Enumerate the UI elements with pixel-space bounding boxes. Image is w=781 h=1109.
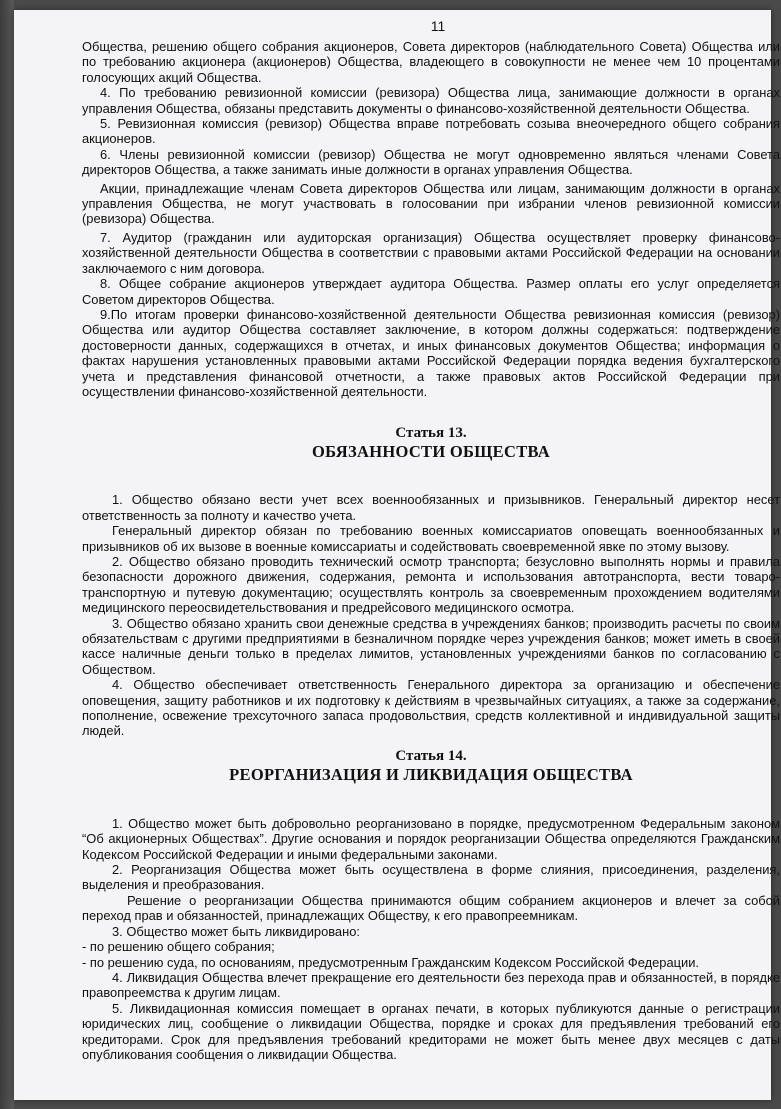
article-13-title: ОБЯЗАННОСТИ ОБЩЕСТВА [312,442,550,462]
list-item: - по решению общего собрания; [82,939,275,955]
paragraph: 6. Члены ревизионной комиссии (ревизор) Общества не могут одновременно являться членами Совета директоров Общества, а также занимать иные должности в органах управления Общества. [82,146,780,178]
page-number: 11 [430,18,446,34]
paragraph: Генеральный директор обязан по требованию военных комиссариатов оповещать военнообязанных и призывников об их вызове в военные комиссариаты и содействовать своевременной явке по этому вызову. [82,523,780,554]
paragraph: 8. Общее собрание акционеров утверждает аудитора Общества. Размер оплаты его услуг определяется Советом директоров Общества. [82,276,780,307]
scanner-edge [0,0,14,1109]
paragraph: 7. Аудитор (гражданин или аудиторская организация) Общества осуществляет проверку финансово-хозяйственной деятельности Общества в соответствии с правовыми актами Российской Федерации на основании заключаемого с ним договора. [82,229,780,276]
article-14-number: Статья 14. [395,747,467,764]
paragraph: Общества, решению общего собрания акционеров, Совета директоров (наблюдательного Совета) Общества или по требованию акционера (акционеров) Общества, владеющего в совокупности не менее чем 10 процентами голосующих акций Общества. [82,39,780,85]
article-14-title: РЕОРГАНИЗАЦИЯ И ЛИКВИДАЦИЯ ОБЩЕСТВА [229,764,633,784]
paragraph: 3. Общество может быть ликвидировано: [112,923,360,939]
paragraph: 9.По итогам проверки финансово-хозяйственной деятельности Общества ревизионная комиссия (ревизор) Общества или аудитор Общества составляет заключение, в котором должны содержаться: подтверждение достоверности данных, содержащихся в отчетах, и иных финансовых документов Общества; информация о фактах нарушения установленных правовыми актами Российской Федерации порядка ведения бухгалтерского учета и представления финансовой отчетности, а также правовых актов Российской Федерации при осуществлении финансово-хозяйственной деятельности. [82,306,780,399]
article-13-number: Статья 13. [395,425,467,442]
paragraph: 3. Общество обязано хранить свои денежные средства в учреждениях банков; производить расчеты по своим обязательствам с другими предприятиями в безналичном порядке через учреждения банков; может иметь в своей кассе наличные деньги только в пределах лимитов, установленных учреждениями банков по согласованию с Обществом. [82,615,780,677]
paragraph: 5. Ликвидационная комиссия помещает в органах печати, в которых публикуются данные о регистрации юридических лиц, сообщение о ликвидации Общества, порядке и сроках для предъявления требований его кредиторами. Срок для предъявления требований кредиторами не может быть менее двух месяцев с даты опубликования сообщения о ликвидации Общества. [82,1000,780,1062]
paragraph: 1. Общество обязано вести учет всех военнообязанных и призывников. Генеральный директор несет ответственность за полноту и качество учета. [82,492,780,523]
paragraph: 4. Общество обеспечивает ответственность Генерального директора за организацию и обеспечение оповещения, защиту работников и их подготовку к действиям в чрезвычайных ситуациях, а также за содержание, пополнение, освежение трехсуточного запаса продовольствия, средств коллективной и индивидуальной защиты людей. [82,677,780,739]
paragraph: 5. Ревизионная комиссия (ревизор) Общества вправе потребовать созыва внеочередного общего собрания акционеров. [82,116,780,147]
paragraph: Акции, принадлежащие членам Совета директоров Общества или лицам, занимающим должности в органах управления Общества, не могут участвовать в голосовании при избрании членов ревизионной комиссии (ревизора) Общества. [82,180,780,227]
document-page [14,10,780,1100]
list-item: - по решению суда, по основаниям, предусмотренным Гражданским Кодексом Российской Федерации. [82,954,699,970]
paragraph: 2. Общество обязано проводить технический осмотр транспорта; безусловно выполнять нормы и правила безопасности дорожного движения, содержания, ремонта и использования автотранспорта, вести товаро-транспортную и путевую документацию; осуществлять контроль за своевременным прохождением водителями медицинского переосвидетельствования и предрейсового медицинского осмотра. [82,553,780,616]
paragraph: 4. Ликвидация Общества влечет прекращение его деятельности без перехода прав и обязанностей, в порядке правопреемства к другим лицам. [82,969,780,1001]
paragraph: 4. По требованию ревизионной комиссии (ревизора) Общества лица, занимающие должности в органах управления Общества, обязаны представить документы о финансово-хозяйственной деятельности Общества. [82,85,780,116]
page-content [82,18,780,1062]
paragraph: 1. Общество может быть добровольно реорганизовано в порядке, предусмотренном Федеральным законом “Об акционерных Обществах”. Другие основания и порядок реорганизации Общества определяются Гражданским Кодексом Российской Федерации и иными федеральными законами. [82,815,780,862]
paragraph: Решение о реорганизации Общества принимаются общим собранием акционеров и влечет за собой переход прав и обязанностей, принадлежащих Обществу, к его правопреемникам. [82,892,780,924]
paragraph: 2. Реорганизация Общества может быть осуществлена в форме слияния, присоединения, разделения, выделения и преобразования. [82,862,780,893]
